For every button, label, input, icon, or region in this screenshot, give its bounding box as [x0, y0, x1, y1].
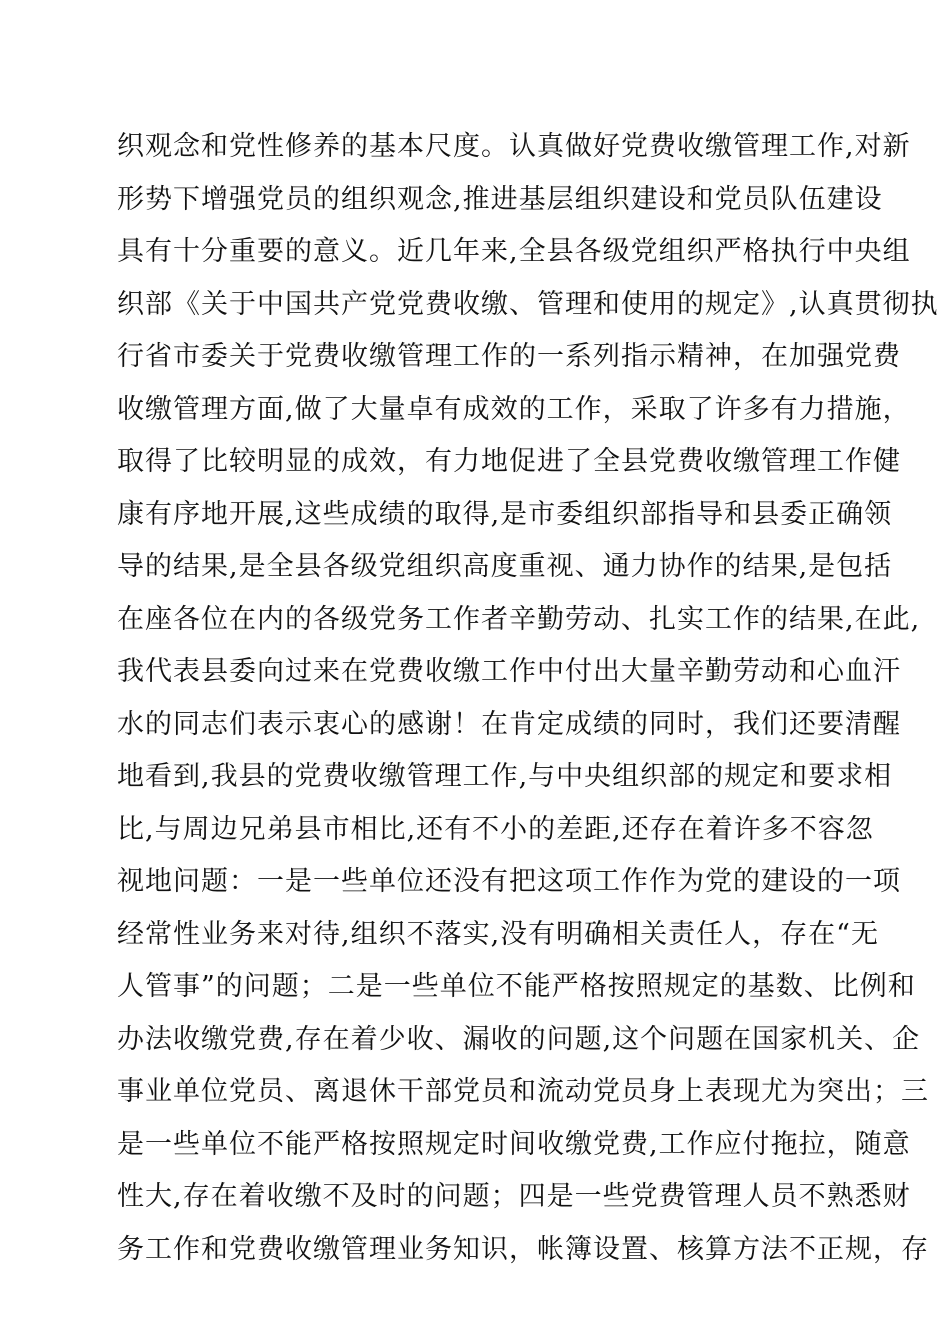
text-line: 织部《关于中国共产党党费收缴、管理和使用的规定》,认真贯彻执 — [117, 288, 939, 320]
text-line: 水的同志们表示衷心的感谢！在肯定成绩的同时，我们还要清醒 — [117, 708, 901, 740]
body-paragraph — [117, 128, 939, 1283]
text-line: 收缴管理方面,做了大量卓有成效的工作，采取了许多有力措施， — [117, 393, 911, 425]
text-line: 办法收缴党费,存在着少收、漏收的问题,这个问题在国家机关、企 — [117, 1023, 921, 1055]
text-line: 视地问题：一是一些单位还没有把这项工作作为党的建设的一项 — [117, 866, 901, 897]
text-line: 比,与周边兄弟县市相比,还有不小的差距,还存在着许多不容忽 — [117, 813, 874, 845]
text-line: 务工作和党费收缴管理业务知识，帐簿设置、核算方法不正规，存 — [117, 1233, 929, 1265]
text-line: 地看到,我县的党费收缴管理工作,与中央组织部的规定和要求相 — [117, 761, 893, 792]
text-line: 导的结果,是全县各级党组织高度重视、通力协作的结果,是包括 — [117, 551, 893, 582]
text-line: 是一些单位不能严格按照规定时间收缴党费,工作应付拖拉，随意 — [117, 1128, 911, 1160]
text-line: 性大,存在着收缴不及时的问题；四是一些党费管理人员不熟悉财 — [117, 1181, 911, 1212]
text-line: 事业单位党员、离退休干部党员和流动党员身上表现尤为突出；三 — [117, 1076, 929, 1107]
text-line: 形势下增强党员的组织观念,推进基层组织建设和党员队伍建设 — [117, 183, 883, 215]
text-line: 在座各位在内的各级党务工作者辛勤劳动、扎实工作的结果,在此, — [117, 603, 921, 635]
text-line: 具有十分重要的意义。近几年来,全县各级党组织严格执行中央组 — [117, 236, 911, 267]
text-line: 行省市委关于党费收缴管理工作的一系列指示精神，在加强党费 — [117, 341, 901, 372]
text-line: 康有序地开展,这些成绩的取得,是市委组织部指导和县委正确领 — [117, 498, 893, 530]
text-line: 织观念和党性修养的基本尺度。认真做好党费收缴管理工作,对新 — [117, 131, 911, 162]
text-line: 我代表县委向过来在党费收缴工作中付出大量辛勤劳动和心血汗 — [117, 656, 901, 687]
text-line: 经常性业务来对待,组织不落实,没有明确相关责任人，存在“无 — [117, 918, 879, 950]
text-line: 人管事”的问题；二是一些单位不能严格按照规定的基数、比例和 — [117, 971, 916, 1002]
text-line: 取得了比较明显的成效，有力地促进了全县党费收缴管理工作健 — [117, 446, 901, 477]
